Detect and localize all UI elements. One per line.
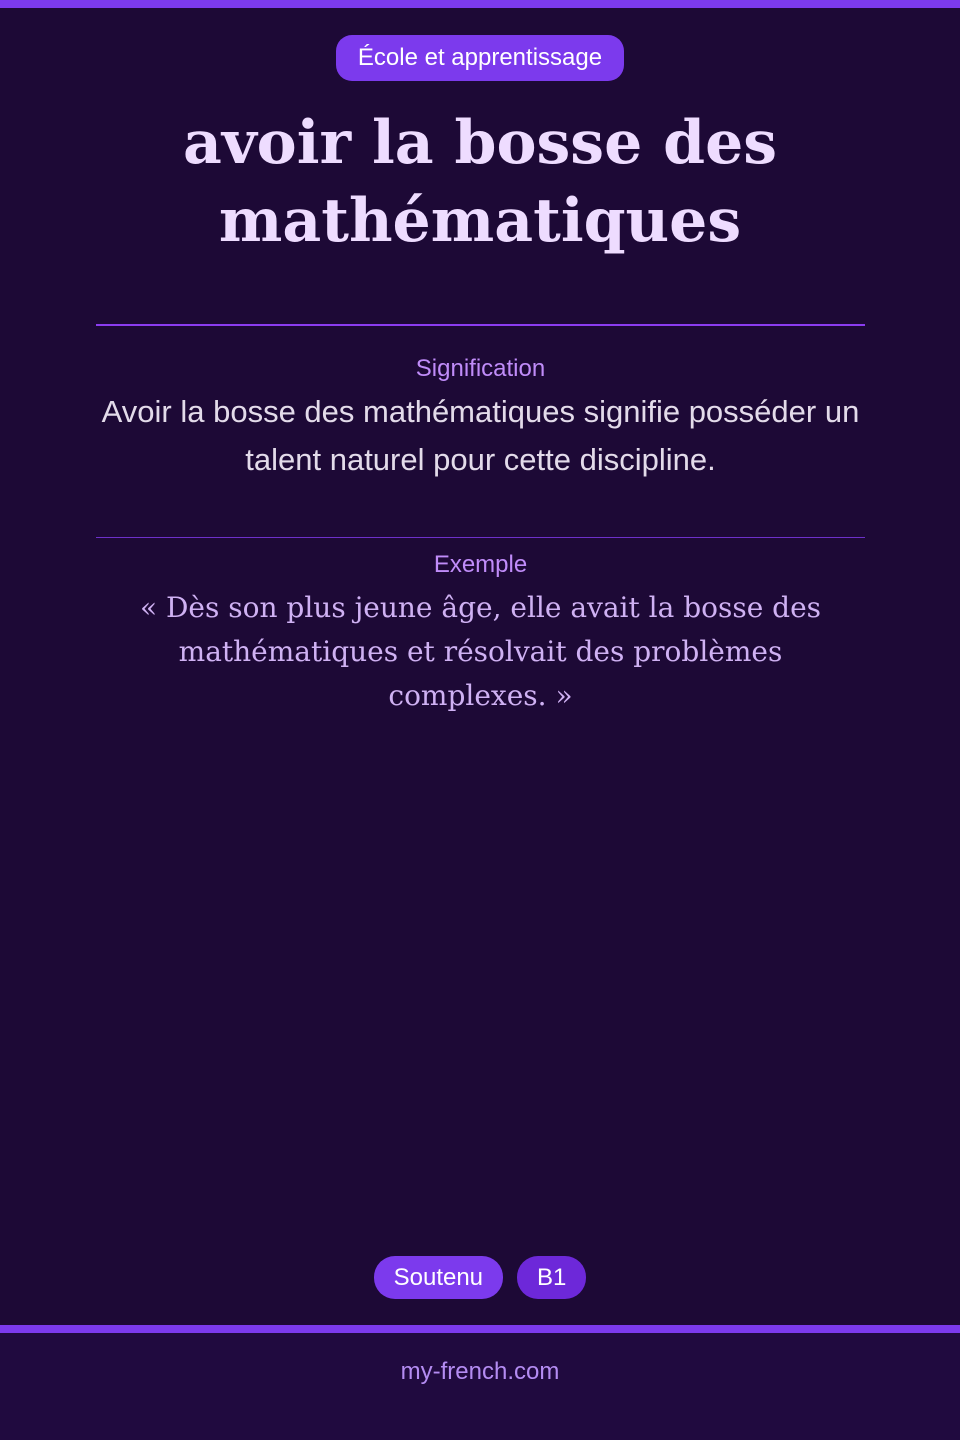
meaning-text: Avoir la bosse des mathématiques signifie posséder un talent naturel pour cette discipline.: [101, 394, 860, 477]
title-divider: [96, 324, 865, 326]
level-tag: B1: [517, 1256, 586, 1299]
expression-card: [0, 8, 960, 1325]
expression-title: avoir la bosse des mathématiques: [182, 108, 778, 256]
example-text: « Dès son plus jeune âge, elle avait la bosse des mathématiques et résolvait des problèmes complexes. »: [139, 591, 822, 712]
tag-list: [0, 1256, 960, 1299]
top-accent-bar: [0, 0, 960, 8]
site-link[interactable]: my-french.com: [400, 1358, 560, 1385]
category-badge: École et apprentissage: [336, 35, 624, 81]
example-label: Exemple: [433, 551, 528, 578]
example-divider: [96, 537, 865, 538]
bottom-accent-bar: [0, 1325, 960, 1333]
meaning-label: Signification: [415, 355, 546, 382]
register-tag: Soutenu: [374, 1256, 503, 1299]
